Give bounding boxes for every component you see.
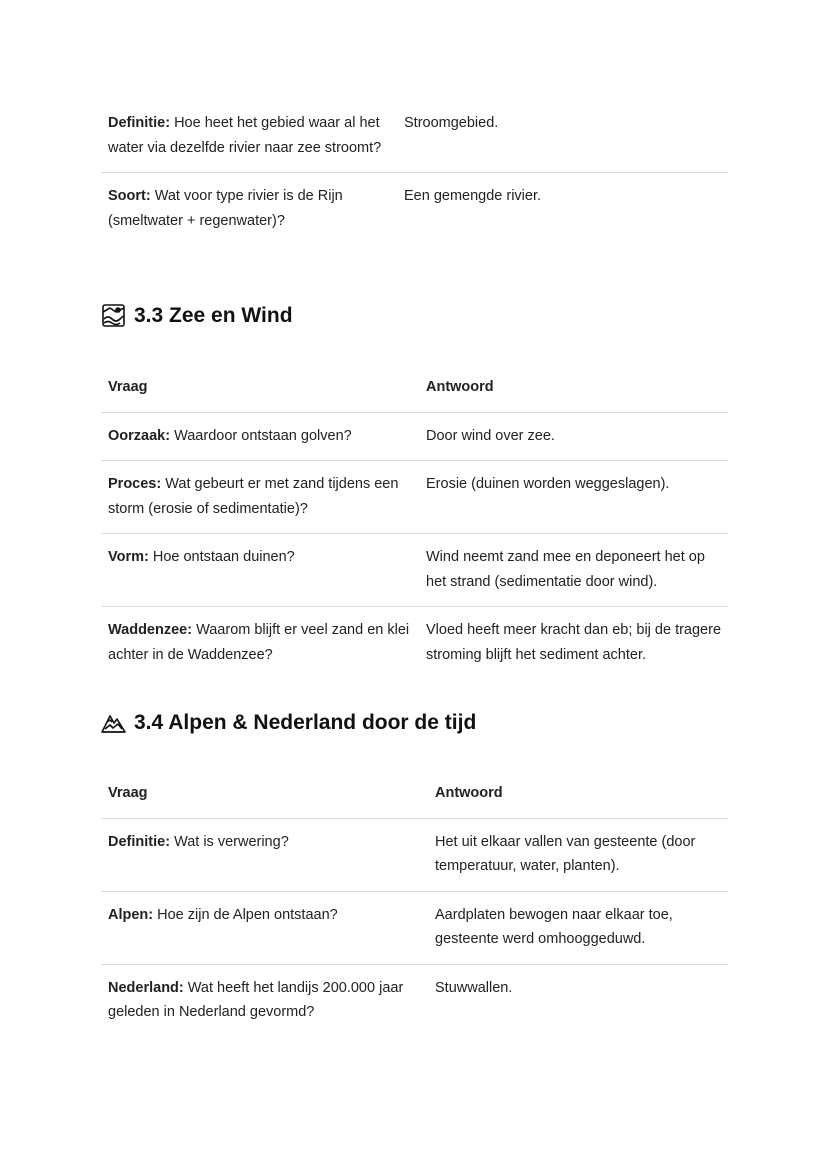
table-zee-en-wind [101,367,728,679]
section-heading-text: 3.4 Alpen & Nederland door de tijd [134,710,477,734]
question-cell [101,100,397,173]
answer-cell: Wind neemt zand mee en deponeert het op het strand (sedimentatie door wind). [419,534,728,607]
question-cell [101,607,419,680]
question-text: Waarom blijft er veel zand en klei achter in de Waddenzee? [108,622,410,663]
column-header-answer: Antwoord [419,367,728,412]
question-text: Wat voor type rivier is de Rijn (smeltwater + regenwater)? [108,188,343,229]
question-cell [101,891,428,964]
question-text: Wat is verwering? [174,833,289,850]
question-cell [101,818,428,891]
wave-map-icon [101,303,126,328]
question-cell [101,534,419,607]
answer-cell: Een gemengde rivier. [404,188,542,204]
question-text: Waardoor ontstaan golven? [174,427,352,444]
table-alpen-nederland [101,773,728,1037]
question-cell [101,964,428,1037]
section-heading-text: 3.3 Zee en Wind [134,303,293,327]
question-text: Wat gebeurt er met zand tijdens een storm (erosie of sedimentatie)? [108,476,399,517]
section-heading-3-3 [101,303,293,328]
question-cell [101,412,419,461]
question-text: Hoe heet het gebied waar al het water via dezelfde rivier naar zee stroomt? [108,115,382,156]
question-cell [101,461,419,534]
answer-cell: Stroomgebied. [397,100,728,173]
column-header-question: Vraag [101,773,428,818]
answer-cell: Erosie (duinen worden weggeslagen). [419,461,728,534]
table-row [101,173,728,246]
question-label: Alpen: [108,906,154,923]
answer-cell: Vloed heeft meer kracht dan eb; bij de tragere stroming blijft het sediment achter. [426,622,722,663]
section-heading-3-4 [101,710,476,735]
table-row [101,461,728,534]
question-text: Hoe zijn de Alpen ontstaan? [157,906,338,923]
table-row [101,964,728,1037]
question-label: Nederland: [108,979,184,996]
question-text: Wat heeft het landijs 200.000 jaar geleden in Nederland gevormd? [108,979,404,1020]
mountain-icon [101,710,126,735]
table-row [101,534,728,607]
answer-cell: Het uit elkaar vallen van gesteente (door temperatuur, water, planten). [428,818,728,891]
table-row [101,412,728,461]
table-row [101,100,728,173]
question-cell [101,173,397,246]
table-row [101,607,728,680]
question-label: Definitie: [108,115,171,131]
table-header-row [101,773,728,818]
question-text: Hoe ontstaan duinen? [152,549,295,565]
table-row [101,891,728,964]
answer-cell: Aardplaten bewogen naar elkaar toe, gesteente werd omhooggeduwd. [428,891,728,964]
answer-cell: Stuwwallen. [435,979,513,996]
question-label: Oorzaak: [108,427,171,444]
question-label: Vorm: [108,549,149,565]
question-label: Soort: [108,188,151,204]
question-label: Definitie: [108,833,171,850]
question-label: Waddenzee: [108,622,193,638]
table-row [101,818,728,891]
column-header-question: Vraag [101,367,419,412]
column-header-answer: Antwoord [428,773,728,818]
answer-cell: Door wind over zee. [419,412,728,461]
table-rivers [101,100,728,245]
table-header-row [101,367,728,412]
question-label: Proces: [108,476,162,492]
